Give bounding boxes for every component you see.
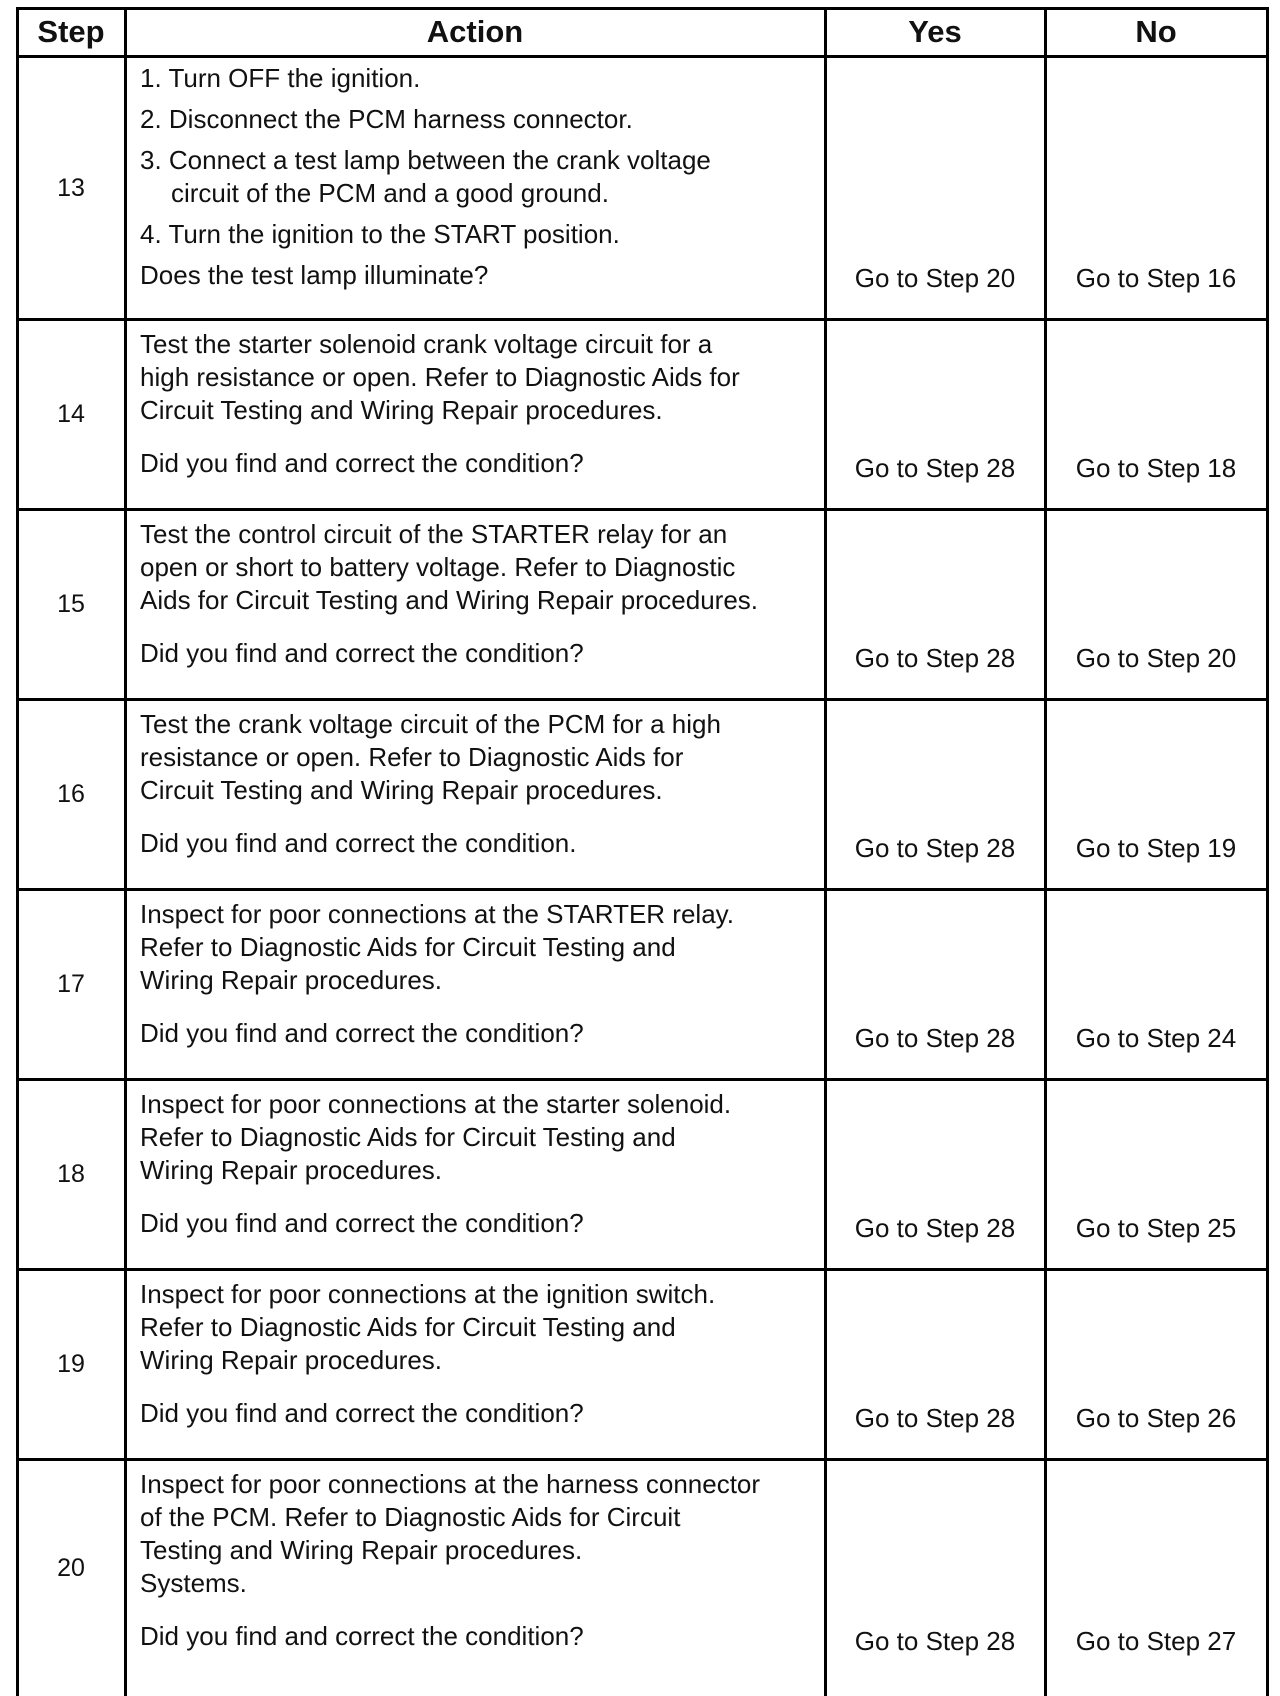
action-text	[140, 898, 840, 1050]
no-goto: Go to Step 20	[1075, 643, 1237, 673]
action-line: Aids for Circuit Testing and Wiring Repair procedures.	[140, 585, 759, 615]
action-question: Did you find and correct the condition.	[140, 828, 577, 858]
step-number: 16	[57, 780, 85, 808]
step-number: 20	[57, 1554, 85, 1582]
action-line: Wiring Repair procedures.	[140, 1345, 443, 1375]
action-item: 2. Disconnect the PCM harness connector.	[140, 104, 633, 134]
action-line: Wiring Repair procedures.	[140, 965, 443, 995]
action-text	[140, 708, 840, 860]
action-line: Refer to Diagnostic Aids for Circuit Testing and	[140, 1312, 676, 1342]
action-line: Inspect for poor connections at the STARTER relay.	[140, 899, 734, 929]
no-goto: Go to Step 19	[1075, 833, 1237, 863]
action-line: Refer to Diagnostic Aids for Circuit Testing and	[140, 932, 676, 962]
action-line: Test the control circuit of the STARTER relay for an	[140, 519, 728, 549]
action-item: 4. Turn the ignition to the START position.	[140, 219, 620, 249]
yes-goto: Go to Step 28	[854, 1403, 1016, 1433]
row-divider	[16, 318, 1269, 321]
action-line: Inspect for poor connections at the starter solenoid.	[140, 1089, 732, 1119]
step-number: 18	[57, 1160, 85, 1188]
row-divider	[16, 508, 1269, 511]
action-line: high resistance or open. Refer to Diagnostic Aids for	[140, 362, 740, 392]
action-question: Does the test lamp illuminate?	[140, 260, 489, 290]
action-line: Systems.	[140, 1568, 247, 1598]
action-text	[140, 328, 840, 480]
action-question: Did you find and correct the condition?	[140, 1208, 584, 1238]
step-number: 14	[57, 400, 85, 428]
action-item: circuit of the PCM and a good ground.	[171, 178, 609, 208]
no-goto: Go to Step 26	[1075, 1403, 1237, 1433]
action-question: Did you find and correct the condition?	[140, 1398, 584, 1428]
row-divider	[16, 1268, 1269, 1271]
action-question: Did you find and correct the condition?	[140, 1018, 584, 1048]
no-goto: Go to Step 18	[1075, 453, 1237, 483]
step-number: 15	[57, 590, 85, 618]
table-border-right	[1266, 7, 1269, 1696]
row-divider	[16, 698, 1269, 701]
action-line: Inspect for poor connections at the ignition switch.	[140, 1279, 716, 1309]
action-text	[140, 1278, 840, 1430]
action-line: resistance or open. Refer to Diagnostic Aids for	[140, 742, 684, 772]
no-goto: Go to Step 16	[1075, 263, 1237, 293]
action-question: Did you find and correct the condition?	[140, 1621, 584, 1651]
action-line: Inspect for poor connections at the harness connector	[140, 1469, 761, 1499]
yes-goto: Go to Step 28	[854, 1213, 1016, 1243]
no-goto: Go to Step 27	[1075, 1626, 1237, 1656]
row-divider	[16, 1078, 1269, 1081]
yes-goto: Go to Step 28	[854, 1626, 1016, 1656]
action-question: Did you find and correct the condition?	[140, 448, 584, 478]
action-text	[140, 1468, 840, 1653]
no-goto: Go to Step 25	[1075, 1213, 1237, 1243]
header-no: No	[1135, 14, 1177, 49]
action-question: Did you find and correct the condition?	[140, 638, 584, 668]
action-line: open or short to battery voltage. Refer to Diagnostic	[140, 552, 736, 582]
yes-goto: Go to Step 28	[854, 643, 1016, 673]
yes-goto: Go to Step 28	[854, 1023, 1016, 1053]
action-text	[140, 62, 840, 300]
action-line: Refer to Diagnostic Aids for Circuit Testing and	[140, 1122, 676, 1152]
action-line: Wiring Repair procedures.	[140, 1155, 443, 1185]
header-yes: Yes	[908, 14, 962, 49]
action-text	[140, 518, 840, 670]
header-step: Step	[37, 14, 105, 49]
action-text	[140, 1088, 840, 1240]
action-line: of the PCM. Refer to Diagnostic Aids for Circuit	[140, 1502, 681, 1532]
action-item: 3. Connect a test lamp between the crank voltage	[140, 145, 711, 175]
action-line: Test the starter solenoid crank voltage circuit for a	[140, 329, 713, 359]
row-divider	[16, 888, 1269, 891]
action-line: Testing and Wiring Repair procedures.	[140, 1535, 583, 1565]
row-divider	[16, 1458, 1269, 1461]
action-item: 1. Turn OFF the ignition.	[140, 63, 421, 93]
yes-goto: Go to Step 28	[854, 833, 1016, 863]
action-line: Test the crank voltage circuit of the PCM for a high	[140, 709, 721, 739]
step-number: 17	[57, 970, 85, 998]
diagnostic-table	[16, 7, 1269, 1696]
no-goto: Go to Step 24	[1075, 1023, 1237, 1053]
step-number: 13	[57, 173, 85, 202]
action-line: Circuit Testing and Wiring Repair procedures.	[140, 775, 663, 805]
yes-goto: Go to Step 28	[854, 453, 1016, 483]
step-number: 19	[57, 1350, 85, 1378]
header-action: Action	[426, 14, 524, 49]
yes-goto: Go to Step 20	[854, 263, 1016, 293]
action-line: Circuit Testing and Wiring Repair procedures.	[140, 395, 663, 425]
